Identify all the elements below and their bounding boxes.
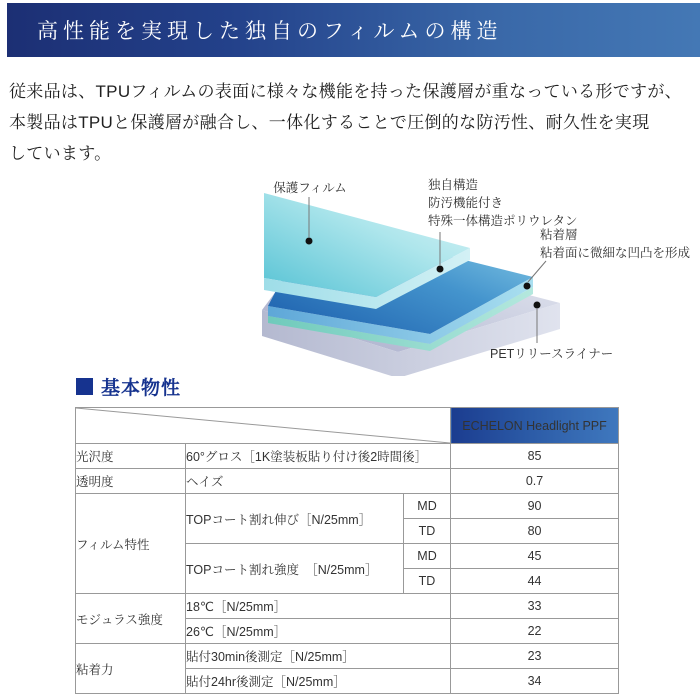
label-unique-structure <box>428 176 578 230</box>
banner <box>7 3 700 57</box>
label-unique-structure-line-3: 特殊一体構造ポリウレタン <box>428 214 578 228</box>
section-bullet-icon <box>76 378 93 395</box>
row-value: 23 <box>451 644 619 669</box>
label-adhesive-line-2: 粘着面に微細な凹凸を形成 <box>540 246 691 260</box>
row-category: フィルム特性 <box>76 494 186 594</box>
row-direction: TD <box>404 569 451 594</box>
row-value: 33 <box>451 594 619 619</box>
label-unique-structure-line-2: 防汚機能付き <box>428 196 504 210</box>
label-adhesive-line-1: 粘着層 <box>540 228 578 242</box>
row-value: 22 <box>451 619 619 644</box>
table-header-row <box>76 408 619 444</box>
row-category: モジュラス強度 <box>76 594 186 644</box>
row-value: 90 <box>451 494 619 519</box>
basic-properties-table <box>75 407 619 694</box>
row-category: 粘着力 <box>76 644 186 694</box>
film-structure-diagram <box>0 170 700 376</box>
row-direction: TD <box>404 519 451 544</box>
intro-line-2: 本製品はTPUと保護層が融合し、一体化することで圧倒的な防汚性、耐久性を実現 <box>9 113 650 132</box>
intro-line-3: しています。 <box>9 144 112 163</box>
table-row <box>76 594 619 619</box>
table-header-product: ECHELON Headlight PPF <box>451 408 619 444</box>
table-row <box>76 494 619 519</box>
row-value: 80 <box>451 519 619 544</box>
row-test: TOPコート割れ強度 ［N/25mm］ <box>186 544 404 594</box>
leader-dot-protective-film <box>306 238 313 245</box>
table-row <box>76 644 619 669</box>
label-unique-structure-line-1: 独自構造 <box>428 178 479 192</box>
row-test: 貼付30min後測定［N/25mm］ <box>186 644 451 669</box>
row-test: 貼付24hr後測定［N/25mm］ <box>186 669 451 694</box>
intro-paragraph <box>9 76 682 169</box>
section-title <box>76 373 181 400</box>
intro-line-1: 従来品は、TPUフィルムの表面に様々な機能を持った保護層が重なっている形ですが、 <box>9 82 682 101</box>
leader-dot-adhesive <box>524 283 531 290</box>
row-test: 60°グロス［1K塗装板貼り付け後2時間後］ <box>186 444 451 469</box>
table-row <box>76 469 619 494</box>
label-protective-film: 保護フィルム <box>273 181 347 195</box>
row-value: 85 <box>451 444 619 469</box>
banner-title: 高性能を実現した独自のフィルムの構造 <box>37 19 503 43</box>
row-value: 45 <box>451 544 619 569</box>
row-category: 光沢度 <box>76 444 186 469</box>
table-row <box>76 444 619 469</box>
leader-line-adhesive <box>528 261 546 282</box>
row-test: ヘイズ <box>186 469 451 494</box>
leader-dot-structure <box>437 266 444 273</box>
table-header-empty-cell <box>76 408 451 444</box>
row-test: 18℃［N/25mm］ <box>186 594 451 619</box>
row-value: 34 <box>451 669 619 694</box>
row-value: 44 <box>451 569 619 594</box>
label-pet-release-liner: PETリリースライナー <box>490 347 614 361</box>
section-title-text: 基本物性 <box>101 378 182 399</box>
row-value: 0.7 <box>451 469 619 494</box>
row-test: TOPコート割れ伸び［N/25mm］ <box>186 494 404 544</box>
row-direction: MD <box>404 494 451 519</box>
leader-dot-liner <box>534 302 541 309</box>
row-test: 26℃［N/25mm］ <box>186 619 451 644</box>
label-adhesive-layer <box>540 226 690 262</box>
row-direction: MD <box>404 544 451 569</box>
diagonal-line <box>76 408 450 443</box>
row-category: 透明度 <box>76 469 186 494</box>
